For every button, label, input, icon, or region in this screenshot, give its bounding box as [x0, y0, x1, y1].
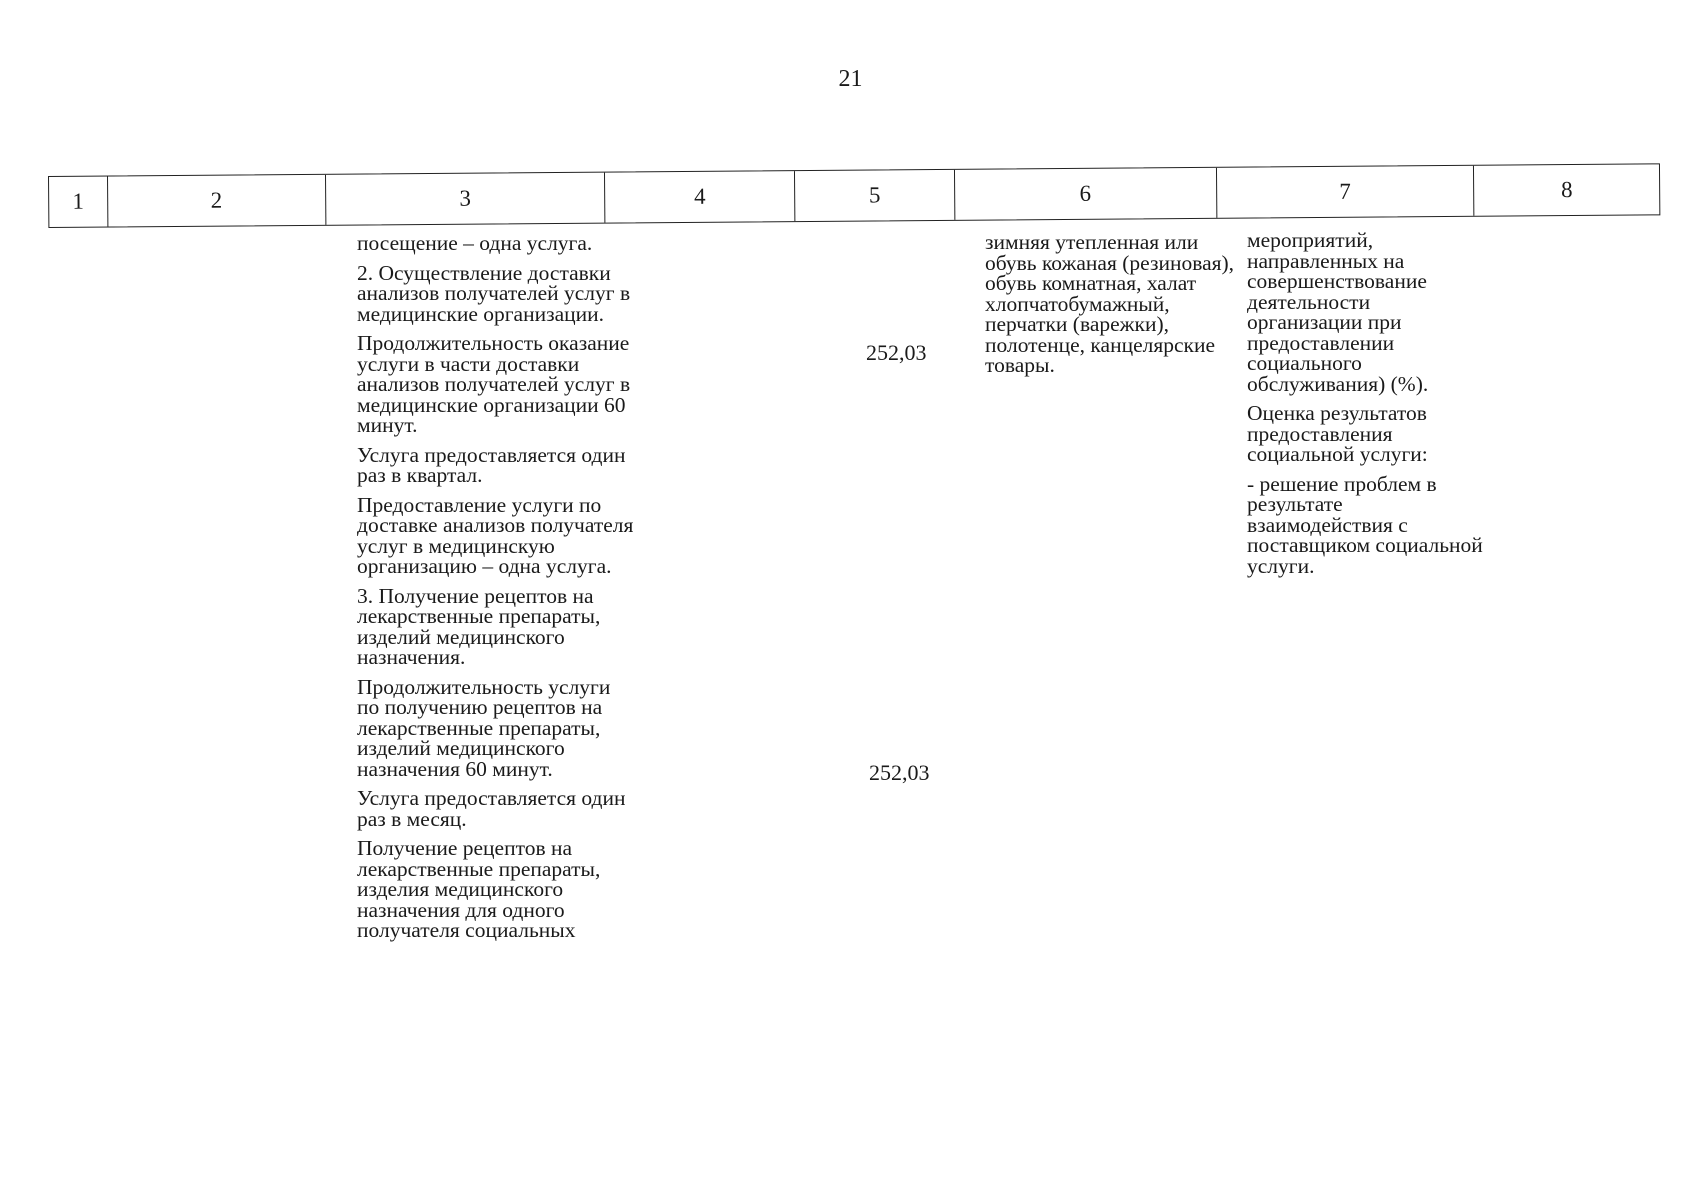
col7-paragraph: - решение проблем в результате взаимодействия с поставщиком социальной услуги. — [1247, 471, 1483, 578]
col3-paragraph: Продолжительность услуги по получению рецептов на лекарственные препараты, изделий медицинского назначения 60 минут. — [357, 674, 611, 781]
col3-paragraph: Предоставление услуги по доставке анализов получателя услуг в медицинскую организацию – одна услуга. — [357, 492, 634, 578]
col3-paragraph: посещение – одна услуга. — [357, 231, 593, 255]
col3-paragraph: 3. Получение рецептов на лекарственные препараты, изделий медицинского назначения. — [357, 583, 601, 669]
col6-paragraph: зимняя утепленная или обувь кожаная (резиновая), обувь комнатная, халат хлопчатобумажный, перчатки (варежки), полотенце, канцелярские товары. — [985, 230, 1235, 377]
header-cell-5: 5 — [794, 170, 954, 221]
page-number: 21 — [838, 66, 863, 92]
col3-paragraph: 2. Осуществление доставки анализов получателей услуг в медицинские организации. — [357, 260, 631, 326]
header-cell-7: 7 — [1216, 166, 1474, 218]
header-cell-1: 1 — [72, 188, 85, 214]
header-cell-3: 3 — [325, 173, 605, 225]
column-3-service-description — [357, 233, 637, 950]
column-7-quality-indicators — [1247, 230, 1487, 585]
col5-price-value: 252,03 — [869, 760, 930, 785]
col3-paragraph: Услуга предоставляется один раз в месяц. — [357, 786, 626, 831]
header-cell-4: 4 — [604, 171, 794, 222]
header-cell-6: 6 — [954, 168, 1216, 220]
col7-paragraph: Оценка результатов предоставления социальной услуги: — [1247, 401, 1428, 466]
header-cell-8: 8 — [1473, 164, 1659, 215]
column-6-materials — [985, 232, 1245, 385]
header-cell-2: 2 — [107, 175, 325, 227]
col3-paragraph: Получение рецептов на лекарственные препараты, изделия медицинского назначения для одного получателя социальных — [357, 836, 601, 942]
col7-paragraph: мероприятий, направленных на совершенствование деятельности организации при предоставлении социального обслуживания) (%). — [1247, 228, 1429, 396]
col3-paragraph: Продолжительность оказание услуги в части доставки анализов получателей услуг в медицинские организации 60 минут. — [357, 331, 631, 437]
table-header-row — [48, 163, 1660, 228]
col3-paragraph: Услуга предоставляется один раз в квартал. — [357, 442, 626, 487]
col5-price-value: 252,03 — [866, 340, 927, 365]
